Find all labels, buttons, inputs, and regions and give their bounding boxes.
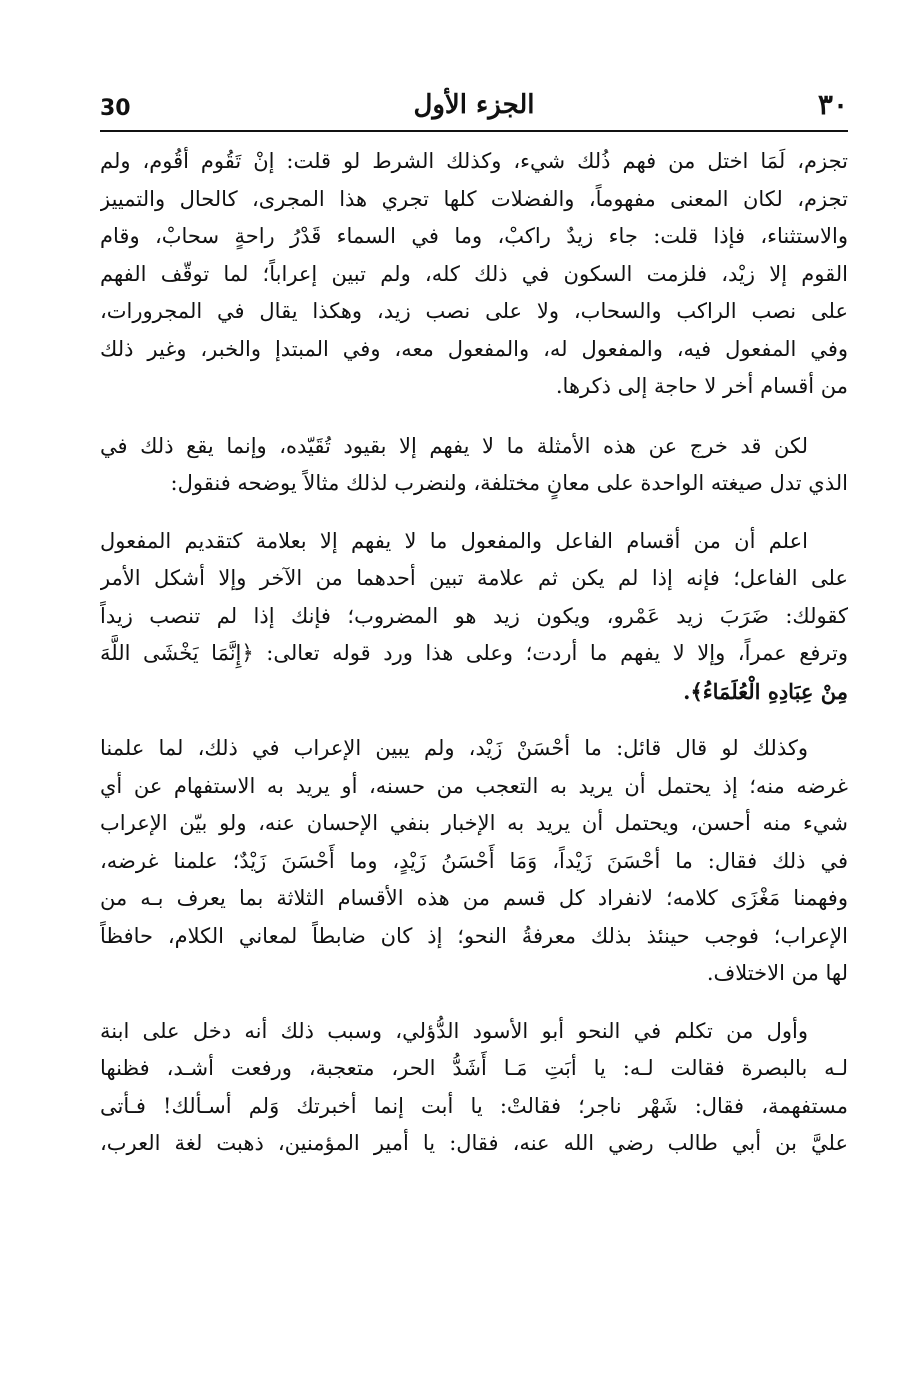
paragraph-1 — [100, 143, 848, 406]
page-number-arabic: ٣٠ — [817, 88, 848, 121]
text-line: في ذلك فقال: ما أحْسَنَ زَيْداً، وَمَا أَحْسَنُ زَيْدٍ، وما أَحْسَنَ زَيْدٌ؛ علمنا غرضه، — [100, 848, 848, 873]
running-title: الجزء الأول — [413, 90, 535, 120]
text-line: شيء منه أحسن، ويحتمل أن يريد به الإخبار بنفي الإحسان عنه، ولو بيّن الإعراب — [100, 811, 848, 835]
text-line: وفي المفعول فيه، والمفعول له، والمفعول معه، وفي المبتدإ والخبر، وغير ذلك — [100, 336, 848, 361]
text-line: وفهمنا مَغْزَى كلامه؛ لانفراد كل قسم من هذه الأقسام الثلاثة بما يعرف بـه من — [100, 886, 848, 910]
paragraph-3 — [100, 523, 848, 711]
paragraph-5 — [100, 1013, 848, 1163]
text-line: مستفهمة، فقال: شَهْر ناجر؛ فقالتْ: يا أبت إنما أخبرتك وَلم أسـألك! فـأتى — [100, 1093, 848, 1118]
text-line: وأول من تكلم في النحو أبو الأسود الدُّؤلي، وسبب ذلك أنه دخل على ابنة — [100, 1018, 808, 1043]
text-line: عليَّ بن أبي طالب رضي الله عنه، فقال: يا أمير المؤمنين، ذهبت لغة العرب، — [100, 1131, 848, 1155]
text-line: على نصب الراكب والسحاب، ولا على نصب زيد، وهكذا يقال في المجرورات، — [100, 299, 848, 323]
text-line: لـه بالبصرة فقالت لـه: يا أبَتِ مَـا أَشَدُّ الحر، متعجبة، ورفعت أشـد، فظنها — [100, 1056, 848, 1080]
page-header — [100, 88, 848, 132]
text-line: الذي تدل صيغته الواحدة على معانٍ مختلفة، ولنضرب لذلك مثالاً يوضحه فنقول: — [170, 471, 848, 495]
page-number-latin: 30 — [100, 96, 131, 121]
text-line: على الفاعل؛ فإنه إذا لم يكن ثم علامة تبين أحدهما من الآخر وإلا أشكل الأمر — [100, 566, 848, 590]
text-line: تجزم، لكان المعنى مفهوماً، والفضلات كلها تجري هذا المجرى، كالحال والتمييز — [100, 186, 848, 211]
text-line: تجزم، لَمَا اختل من فهم ذُلك شيء، وكذلك الشرط لو قلت: إنْ تَقُوم أقُوم، ولم — [100, 149, 848, 173]
text-line: الإعراب؛ فوجب حينئذ بذلك معرفةُ النحو؛ إذ كان ضابطاً لمعاني الكلام، حافظاً — [100, 923, 848, 948]
paragraph-2 — [100, 428, 848, 503]
text-line: اعلم أن من أقسام الفاعل والمفعول ما لا يفهم إلا بعلامة كتقديم المفعول — [100, 528, 808, 553]
text-line: والاستثناء، فإذا قلت: جاء زيدٌ راكبْ، وما في السماء قَدْرُ راحةٍ سحابْ، وقام — [100, 224, 848, 248]
text-line: وكذلك لو قال قائل: ما أحْسَنْ زَيْد، ولم يبين الإعراب في ذلك، لما علمنا — [100, 736, 808, 760]
text-line: وترفع عمراً، وإلا لا يفهم ما أردت؛ وعلى هذا ورد قوله تعالى: ﴿إِنَّمَا يَخْشَى اللَّهَ — [100, 641, 848, 665]
text-line: لها من الاختلاف. — [706, 961, 848, 985]
paragraph-4 — [100, 730, 848, 993]
text-line: القوم إلا زيْد، فلزمت السكون في ذلك كله، ولم تبين إعراباً؛ لما توقّف الفهم — [100, 261, 848, 286]
text-line: من أقسام أخر لا حاجة إلى ذكرها. — [555, 374, 848, 398]
text-line: لكن قد خرج عن هذه الأمثلة ما لا يفهم إلا بقيود تُقَيّده، وإنما يقع ذلك في — [100, 433, 808, 458]
text-line: كقولك: ضَرَبَ زيد عَمْرو، ويكون زيد هو المضروب؛ فإنك إذا لم تنصب زيداً — [100, 603, 848, 628]
page-body — [100, 143, 848, 1183]
text-line: غرضه منه؛ إذ يحتمل أن يريد به التعجب من حسنه، أو يريد به الاستفهام عن أي — [100, 773, 848, 798]
quran-verse-line: مِنْ عِبَادِهِ الْعُلَمَاءُ﴾. — [683, 678, 848, 704]
